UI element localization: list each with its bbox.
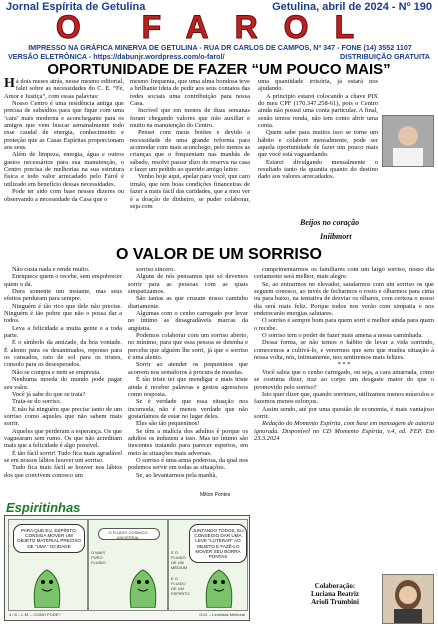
- article1-para: uma quantidade irrisória, já estará nos ajudando.: [258, 78, 378, 93]
- comic-title: Espiritinhas: [6, 500, 81, 515]
- article2-para: cumprimentarmos os familiares com um largo sorriso, nosso dia certamente será melhor, mais alegre.: [254, 266, 434, 281]
- article2-para: Aqueles que perderam a esperança. Os que vaguearam sem rumo. Os que não acreditam mais que a felicidade é algo possível.: [4, 427, 122, 450]
- collaboration-block: [290, 582, 380, 606]
- article1-col1: [4, 78, 124, 246]
- farol-logo: O FAROL: [55, 9, 381, 45]
- article2-para: Algumas com o cenho carregado por levar no íntimo as desagradáveis marcas da angústia.: [128, 310, 248, 332]
- article2-title: O VALOR DE UM SORRISO: [116, 246, 322, 263]
- article2-para: Você já sabe do que se trata?: [12, 390, 86, 398]
- article2-para: É o símbolo da amizade, da boa vontade. É alento para os desanimados, repouso para os cansados, raio de sol para os tristes, consolo para os desesperados.: [4, 339, 122, 369]
- article2-para: Não custa nada e rende muito.: [12, 266, 90, 273]
- article2-para: Ninguém é tão rico que dele não precise. Ninguém é tão pobre que não o possa dar a todos.: [4, 302, 122, 325]
- article1-para: A principio estarei colocando a chave PIX do meu CPF (170.347.258-61), pois o Centro ainda não possui uma conta particular. A final, senão temos renda, não tem como abrir uma conta.: [258, 92, 378, 130]
- article2-para: Podemos colaborar com um sorriso aberto, no mínimo, para que essa pessoa se detenha e perceba que alguém lhe sorri, já que o sorriso é uma alento.: [128, 332, 248, 362]
- signature-greeting: Beijos no coração: [300, 218, 360, 227]
- journal-name: Jornal Espírita de Getulina: [6, 1, 146, 13]
- panel-caption: O FLUIDO CÓSMICO UNIVERSAL: [108, 530, 148, 540]
- article2-para: É tão triste ter que mendigar e mais triste ainda é receber palavras e gestos agressivos como resposta.: [128, 376, 248, 398]
- author-photo: [382, 115, 434, 167]
- speech-bubble: JUNTANDO TODOS, EU CONSEGIO DAR UMA LEVE "LUTERAR" AO OBJETO E FAZÊ-LO MOVER SEU BORRA PONTAS: [189, 524, 247, 563]
- article2-source: Redação do Momento Espírita, com base em mensagem de autoria ignorada. Disponível no CD Momento Espírita, v.4, ed. FEP. Em 23.3.2024: [254, 420, 434, 442]
- collab-name: Luciana Beatriz: [310, 590, 360, 598]
- article2-col1: [4, 266, 122, 498]
- section-separator: * * *: [337, 361, 351, 369]
- drop-cap: H: [4, 78, 15, 91]
- article2-para: Se, ao levantarmos pela manhã,: [136, 471, 217, 479]
- article2-para: Eles são tão pequeninos!: [136, 420, 200, 428]
- article2-para: Isto quer dizer que, quando sorrimos, utilizamos menos músculos e fazemos menos esforços.: [254, 390, 434, 406]
- article1-para: Estarei divulgando mensalmente o resultado tanto da quantia quanto do destino dado aos valores arrecadados.: [258, 158, 378, 181]
- collaborator-photo: [382, 574, 434, 624]
- article1-para: Nosso Centro é uma residência antiga que precisa de subsídios para que fique com uma ‘cara’ mais moderna e aconchegante para os amigos que vem buscar semanalmente todo esse caudal de energia, conhecimento e proteção que as Casas Espíritas proporcionam aos seus.: [4, 100, 124, 152]
- comic-panel-2: [88, 519, 168, 611]
- comic-footer-right: G.M. – Leonidas Melhorai: [199, 612, 245, 617]
- article2-para: sorriso sincero.: [136, 266, 176, 273]
- article1-para: Quem sabe para muitos isso se torne um hábito e colabore mensalmente, pode ser aquela oportunidade de fazer um pouco mais que você está vaguardando.: [258, 129, 378, 159]
- comic-panel-3: [168, 519, 248, 611]
- article2-para: Nenhuma moeda do mundo pode pagar seu valor.: [4, 376, 122, 391]
- article2-para: Se têm a malícia dos adultos é porque os adultos os induzem a isso. Mas no íntimo são inocentes tratando para parecer espertos, em meio às situações mais adversas.: [128, 427, 248, 457]
- ghost-character-icon: [199, 564, 239, 608]
- article2-para: O sorriso tem o poder de fazer mais amena a nossa caminhada.: [262, 332, 423, 340]
- article1-para: mesmo frequenta, que uma alma bondosa teve a brilhante ideia de pedir aos seus contatos das redes sociais uma contribuição para nossa Casa.: [130, 78, 250, 108]
- article2-para: O sorriso é uma arma poderosa, da qual nos podemos servir em todas as situações.: [128, 456, 248, 472]
- article1-para: Além de limpeza, energia, água e outros gastos necessários para sua manutenção, o Centro precisa de melhorias na sua estrutura física e todo valor arrecadado pelo Farol é utilizado em benefício dessas necessidades.: [4, 151, 124, 188]
- ghost-character-icon: [27, 564, 67, 608]
- article2-para: São tantas as que cruzam nosso caminho diariamente.: [128, 295, 248, 310]
- comic-panel-1: [8, 519, 88, 611]
- article2-para: É tão fácil sorrir! Tudo fica mais agradável se em nossos lábios houver um sorriso.: [4, 449, 122, 464]
- edition-info: Getulina, abril de 2024 - Nº 190: [272, 1, 432, 13]
- article2-para: O sorriso é sempre bom para quem sorri e melhor ainda para quem o recebe.: [254, 317, 434, 332]
- electronic-version: VERSÃO ELETRÔNICA - https://dabunjr.wordpress.com/o-farol/: [8, 52, 225, 61]
- distribution-label: DISTRIBUIÇÃO GRATUITA: [340, 52, 430, 61]
- panel-caption: O MAIS PURO FLUIDO: [91, 550, 106, 565]
- article2-para: Tudo fica mais fácil se houver nos lábios dos que convivem conosco um: [4, 464, 122, 479]
- article2-para: Não se compra e nem se empresta.: [12, 368, 101, 376]
- article2-para: Dura somente um instante, mas seus efeitos perduram para sempre.: [4, 288, 122, 303]
- article2-para: Dessa forma, se não temos o hábito de levar a vida sorrindo, comecemos a cultivá-lo, e verermos que sem que mudea situação à nossa volta, nós, intimamente, nos sentiremos mais felizes.: [254, 339, 434, 362]
- article2-para: Você sabia que o cenho carregado, ou seja, a cara amarrada, como se costuma dizer, traz ao corpo um desgaste maior do que o promovido pelo sorriso?: [254, 368, 434, 391]
- article1-title: OPORTUNIDADE DE FAZER “UM POUCO MAIS”: [47, 61, 391, 78]
- article2-para: Se é verdade que essa situação nos incomoda, não é menos verdade que não gostaríamos de estar no lugar deles.: [128, 398, 248, 420]
- article1-para: Venho hoje aqui, apelar para você, que caro irmão, que tem boas condições financeiras de fazer a mais fácil das caridades, que a meu ver é a doação de dinheiro, se puder colaborar, seja com: [130, 173, 250, 210]
- article2-para: Sorrir ao atender os pequeninos que acorrem nos semáforos à procura de moedas.: [128, 361, 248, 376]
- collab-label: Colaboração:: [314, 582, 356, 590]
- comic-strip: [4, 515, 250, 621]
- ghost-character-icon: [123, 564, 163, 608]
- article1-para: Incrível que em menos de duas semanas foram chegando valores que irão auxiliar e muito na manutenção do Centro.: [130, 107, 250, 130]
- printing-info: IMPRESSO NA GRÁFICA MINERVA DE GETULINA - RUA DR CARLOS DE CAMPOS, Nº 347 - FONE (14) 3552 1107: [28, 43, 412, 52]
- article2-col2: [128, 266, 248, 480]
- article1-para: Pode ter sido com base nesses dizeres ou observando a necessidade da Casa que o: [4, 188, 124, 203]
- signature-name: Iniibmort: [320, 232, 352, 241]
- article2-para: E não há ninguém que precise tanto de um sorriso como aqueles que não sabem mais sorrir.: [4, 405, 122, 428]
- panel-caption: E O FLUIDO DE UM ESPIRITO: [171, 576, 190, 596]
- comic-footer-left: 4 / 8 – L.M. – COMO PODE?: [9, 612, 61, 617]
- image-credit: Milton Pontes: [200, 492, 231, 498]
- article2-para: Leva a felicidade a muita gente e a toda parte.: [4, 324, 122, 340]
- speech-bubble: PARA QUE EU, ESPÍRITO, CONSIGA MOVER UM OBJETO MATERIAL PRECISO DE "UMA" OCIDADE: [13, 524, 85, 553]
- collab-name: Arioli Trumbini: [311, 598, 359, 606]
- article2-para: Enriquece quem o recebe, sem empobrecer quem o dá.: [4, 273, 122, 288]
- article1-para: Há dois meses atrás, nesse mesmo editorial, falei sobre as necessidades do C. E. “Fé, Amor e Justiça”, com essas palavras:: [4, 78, 124, 100]
- article1-col2: [130, 78, 250, 246]
- article1-para: Pensei com meus botões e devido a necessidade de uma grande reforma para acomodar com mais aconchego, pelo menos as crianças que o frequentam nas manhãs de sábado, resolvi passar dízo de reserva na casa e fazer um pedido ao querido amigo leitor.: [130, 129, 250, 174]
- article2-para: Alguns de nós pensamos que só devemos sorrir para as pessoas com as quais simpatizamos.: [128, 273, 248, 296]
- article2-para: Assim sendo, até por uma questão de economia, é mais vantajoso sorrir.: [254, 405, 434, 420]
- panel-caption: E O FLUIDO DE UM MÉDIUM: [171, 550, 188, 570]
- article2-para: Trata-se do sorriso.: [12, 398, 62, 406]
- article2-para: Se, ao entrarmos no elevador, saudarmos com um sorriso os que seguem conosco, ao invés de fecharmos o rosto e olharmos para cima ou para baixo, na tentativa de desviar os olhares, com certeza o nosso dia será mais feliz. Porque todos nos verão com simpatia e nos enderecarão energias salutares.: [254, 280, 434, 318]
- article2-col3: [254, 266, 434, 562]
